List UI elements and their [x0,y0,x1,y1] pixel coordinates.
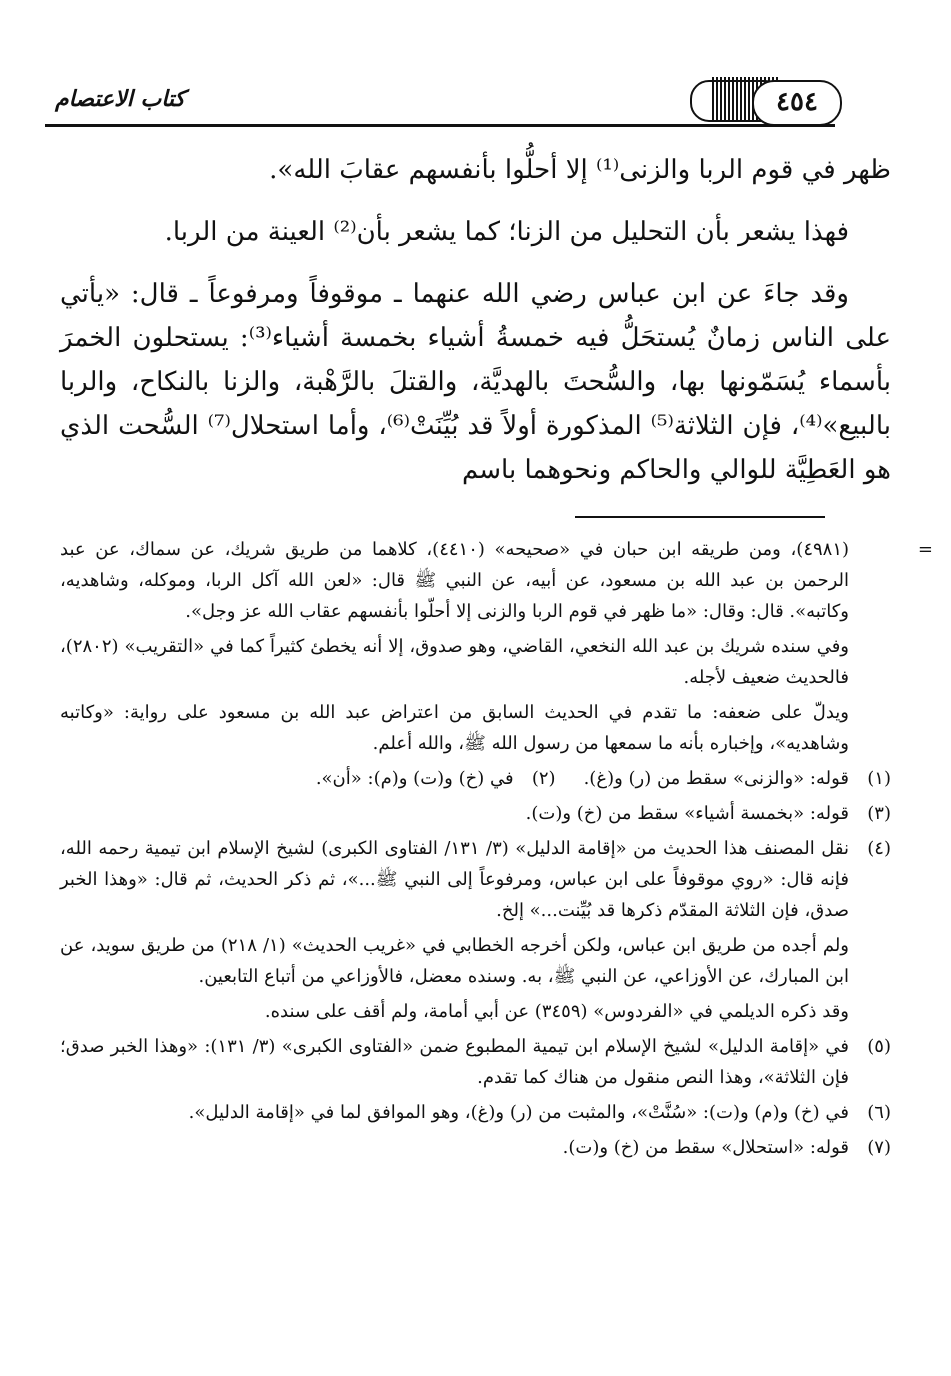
running-head-title: كتاب الاعتصام [55,86,186,112]
footnote-text-6: في (خ) و(م) و(ت): «سُنَّتْ»، والمثبت من (ر) و(غ)، وهو الموافق لما في «إقامة الدليل». [188,1102,849,1123]
footnote-text-2: في (خ) و(ت) و(م): «أن». [315,768,514,789]
footnote-text-3: قوله: «بخمسة أشياء» سقط من (خ) و(ت). [525,803,849,824]
footnote-number-7: (٧) [867,1137,891,1158]
footnote-number-1: (١) [867,768,891,789]
footnote-text-1: قوله: «والزنى» سقط من (ر) و(غ). [583,768,849,789]
footnote-7 [60,1132,891,1163]
main-paragraph-1: ظهر في قوم الربا والزنى⁽¹⁾ إلا أحلُّوا بأنفسهم عقابَ الله». [269,155,891,185]
footnotes [60,534,933,1167]
footnote-number-3: (٣) [867,803,891,824]
header-rule [45,124,835,127]
footnote-6 [60,1097,891,1128]
footnote-continuation-3: ويدلّ على ضعفه: ما تقدم في الحديث السابق من اعتراض عبد الله بن مسعود على رواية: «وكاتبه وشاهديه»، وإخباره بأنه ما سمعها من رسول الله ﷺ، والله أعلم. [60,702,849,754]
footnote-separator [575,516,825,518]
continuation-marker: = [917,539,933,560]
footnote-text-4a: نقل المصنف هذا الحديث من «إقامة الدليل» (٣/ ١٣١/ الفتاوى الكبرى) لشيخ الإسلام ابن تيمية رحمه الله، فإنه قال: «روي موقوفاً على ابن عباس، ومرفوعاً إلى النبي ﷺ...»، ثم ذكر الحديث، ثم قال: «وهذا الخبر صدق، فإن الثلاثة المقدّم ذكرها قد بُيِّنت...» إلخ. [60,838,849,921]
footnote-continuation-1 [60,534,933,627]
footnote-text-7: قوله: «استحلال» سقط من (خ) و(ت). [562,1137,849,1158]
footnote-number-4: (٤) [867,838,891,859]
page-number: ٤٥٤ [752,80,842,126]
footnote-4-paragraph-2: ولم أجده من طريق ابن عباس، ولكن أخرجه الخطابي في «غريب الحديث» (١/ ٢١٨) من طريق سويد، عن ابن المبارك، عن الأوزاعي، عن النبي ﷺ، به. وسنده معضل، فالأوزاعي من أتباع التابعين. [60,935,850,987]
footnote-4 [60,833,891,926]
footnote-continuation-text: (٤٩٨١)، ومن طريقه ابن حبان في «صحيحه» (٤٤١٠)، كلاهما من طريق شريك، عن سماك، عن عبد الرحمن بن عبد الله بن مسعود، عن أبيه، عن النبي ﷺ قال: «لعن الله آكل الربا، وموكله، وشاهديه، وكاتبه». قال: وقال: «ما ظهر في قوم الربا والزنى إلا أحلّوا بأنفسهم عقاب الله عز وجل». [60,539,850,622]
footnote-continuation-2: وفي سنده شريك بن عبد الله النخعي، القاضي، وهو صدوق، إلا أنه يخطئ كثيراً كما في «التقريب» (٢٨٠٢)، فالحديث ضعيف لأجله. [60,636,849,688]
footnote-5 [60,1031,891,1093]
footnote-number-6: (٦) [867,1102,891,1123]
footnote-text-5: في «إقامة الدليل» لشيخ الإسلام ابن تيمية المطبوع ضمن «الفتاوى الكبرى» (٣/ ١٣١): «وهذا الخبر صدق؛ فإن الثلاثة»، وهذا النص منقول من هناك كما تقدم. [60,1036,849,1088]
main-paragraph-2: فهذا يشعر بأن التحليل من الزنا؛ كما يشعر بأن⁽²⁾ العينة من الربا. [164,217,849,247]
footnote-number-5: (٥) [867,1036,891,1057]
footnote-1-2 [60,763,891,794]
main-text [60,148,891,492]
footnote-3 [60,798,891,829]
footnote-number-2: (٢) [531,768,556,789]
footnote-4-paragraph-3: وقد ذكره الديلمي في «الفردوس» (٣٤٥٩) عن أبي أمامة، ولم أقف على سنده. [264,1001,849,1022]
main-paragraph-3: وقد جاءَ عن ابن عباس رضي الله عنهما ـ موقوفاً ومرفوعاً ـ قال: «يأتي على الناس زمانٌ يُستحَلُّ فيه خمسةُ أشياء بخمسة أشياء⁽³⁾: يستحلون الخمرَ بأسماء يُسَمّونها بها، والسُّحتَ بالهديَّة، والقتلَ بالرَّهْبة، والزنا بالنكاح، والربا بالبيع»⁽⁴⁾، فإن الثلاثة⁽⁵⁾ المذكورة أولاً قد بُيِّنَتْ⁽⁶⁾، وأما استحلال⁽⁷⁾ السُّحت الذي هو العَطِيَّة للوالي والحاكم ونحوهما باسم [60,279,891,485]
